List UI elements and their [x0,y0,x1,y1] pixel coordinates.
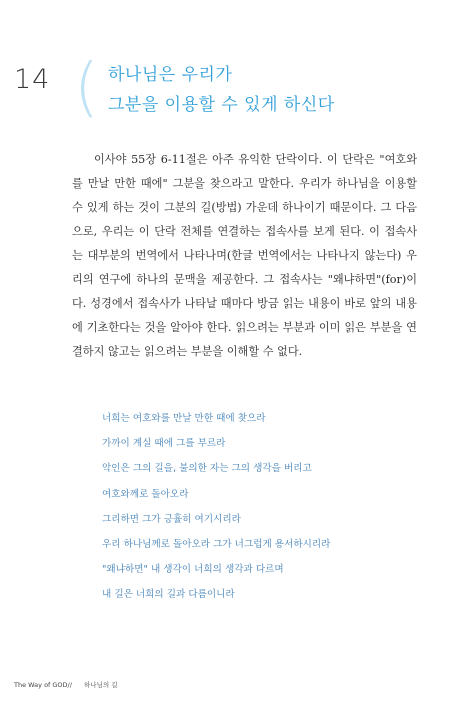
body-paragraph: 이사야 55장 6-11절은 아주 유익한 단락이다. 이 단락은 "여호와를 만날 만한 때에" 그분을 찾으라고 말한다. 우리가 하나님을 이용할 수 있게 하는 것이 그분의 길(방법) 가운데 하나이기 때문이다. 그 다음으로, 우리는 이 단락 전체를 연결하는 접속사를 보게 된다. 이 접속사는 대부분의 번역에서 나타나며(한글 번역에서는 나타나지 않는다) 우리의 연구에 하나의 문맥을 제공한다. 그 접속사는 "왜냐하면"(for)이다. 성경에서 접속사가 나타날 때마다 방금 읽는 내용이 바로 앞의 내용에 기초한다는 것을 알아야 한다. 읽으려는 부분과 이미 읽은 부분을 연결하지 않고는 읽으려는 부분을 이해할 수 없다. [72,153,417,358]
chapter-title-line-1: 하나님은 우리가 [108,65,233,85]
verse-line: 우리 하나님께로 돌아오라 그가 너그럽게 용서하시리라 [102,538,331,550]
scripture-quote [102,406,330,608]
verse-line: 너희는 여호와를 만날 만한 때에 찾으라 [102,413,266,424]
chapter-title-line-2: 그분을 이용할 수 있게 하신다 [108,95,335,115]
page-footer [14,680,127,689]
body-text [72,148,417,364]
verse-line: 악인은 그의 길을, 불의한 자는 그의 생각을 버리고 [102,463,312,475]
chapter-title [108,60,335,120]
verse-line: 여호와께로 돌아오라 [102,488,189,500]
verse-line: "왜냐하면" 내 생각이 너희의 생각과 다르며 [102,564,284,576]
footer-book-title-korean: 하나님의 길 [84,681,118,689]
verse-line: 내 길은 너희의 길과 다름이니라 [102,589,235,601]
open-parenthesis-decoration: ( [74,51,99,125]
footer-book-title: The Way of GOD// [14,681,72,689]
verse-line: 그리하면 그가 긍휼히 여기시리라 [102,513,241,525]
chapter-number: 14 [14,64,51,95]
verse-line: 가까이 계실 때에 그를 부르라 [102,438,226,450]
